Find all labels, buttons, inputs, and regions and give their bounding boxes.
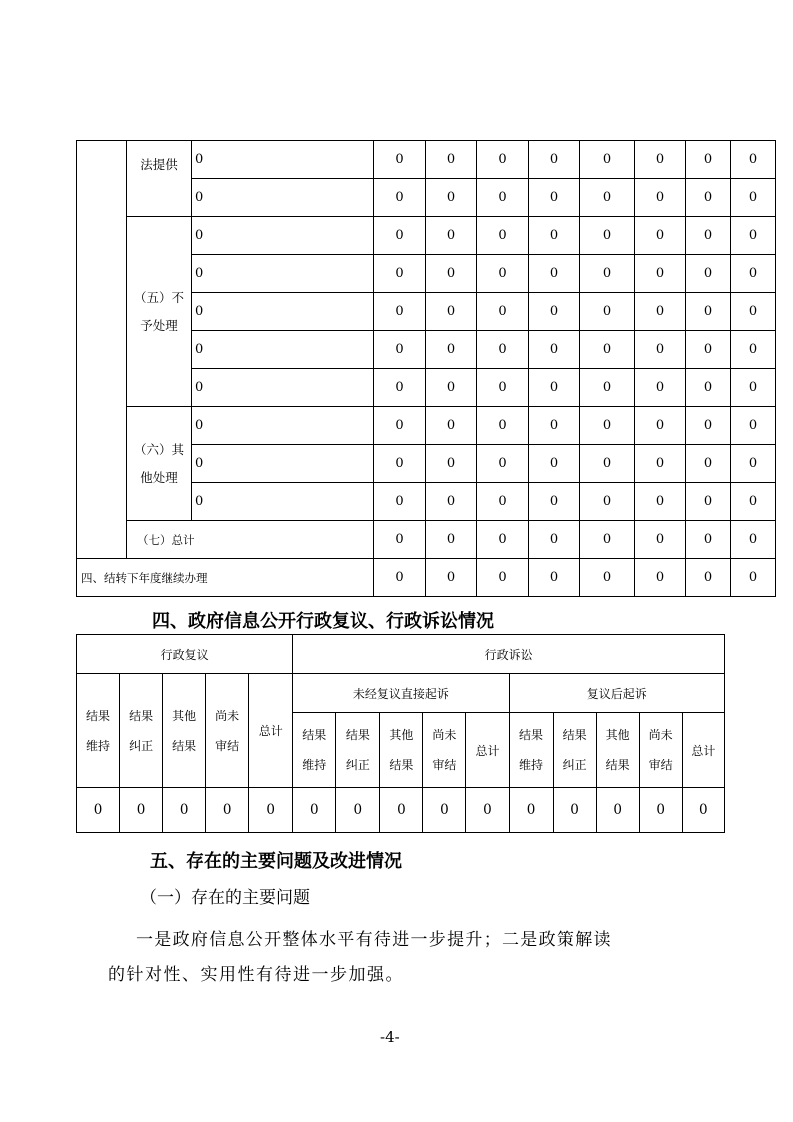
value-cell: 0: [426, 521, 477, 559]
value-cell: 0: [731, 141, 776, 179]
value-cell: 0: [192, 331, 374, 369]
category-qi: （七）总计: [127, 521, 374, 559]
table-row: [77, 407, 776, 445]
category-si: 四、结转下年度继续办理: [77, 559, 374, 597]
value-cell: 0: [596, 788, 639, 833]
review-col-header: [206, 674, 249, 788]
value-cell: 0: [374, 255, 426, 293]
header-line: 其他: [605, 728, 630, 742]
header-line: 维持: [302, 758, 327, 772]
value-cell: 0: [192, 141, 374, 179]
value-cell: 0: [192, 483, 374, 521]
value-cell: 0: [635, 559, 686, 597]
value-cell: 0: [477, 255, 529, 293]
value-cell: 0: [580, 179, 635, 217]
value-cell: 0: [374, 141, 426, 179]
table-row: [77, 217, 776, 255]
value-cell: 0: [374, 445, 426, 483]
paragraph-line-2: 的针对性、实用性有待进一步加强。: [108, 965, 404, 985]
section-heading-five: 五、存在的主要问题及改进情况: [150, 851, 402, 872]
litigation-col-total: 总计: [466, 713, 509, 788]
value-cell: 0: [731, 559, 776, 597]
value-cell: 0: [426, 559, 477, 597]
header-line: 尚未: [648, 728, 673, 742]
value-cell: 0: [477, 483, 529, 521]
value-cell: 0: [477, 407, 529, 445]
value-cell: 0: [529, 179, 580, 217]
header-line: 结果: [389, 758, 414, 772]
header-line: 结果: [302, 728, 327, 742]
value-cell: 0: [686, 293, 731, 331]
header-line: 维持: [519, 758, 544, 772]
value-cell: 0: [580, 255, 635, 293]
value-cell: 0: [580, 293, 635, 331]
value-cell: 0: [466, 788, 509, 833]
header-line: 尚未: [432, 728, 457, 742]
value-cell: 0: [686, 179, 731, 217]
table-header-row: [77, 674, 725, 713]
header-line: 审结: [215, 738, 240, 753]
value-cell: 0: [477, 217, 529, 255]
value-cell: 0: [374, 217, 426, 255]
category-label-line: （六）其: [133, 441, 184, 457]
value-cell: 0: [374, 407, 426, 445]
value-cell: 0: [477, 293, 529, 331]
value-cell: 0: [77, 788, 120, 833]
value-cell: 0: [731, 331, 776, 369]
header-line: 结果: [129, 708, 154, 723]
header-after-review: 复议后起诉: [509, 674, 725, 713]
value-cell: 0: [374, 483, 426, 521]
header-line: 其他: [389, 728, 414, 742]
value-cell: 0: [580, 331, 635, 369]
value-cell: 0: [580, 407, 635, 445]
value-cell: 0: [477, 559, 529, 597]
value-cell: 0: [686, 331, 731, 369]
value-cell: 0: [529, 559, 580, 597]
value-cell: 0: [686, 255, 731, 293]
value-cell: 0: [477, 179, 529, 217]
category-wu: [127, 217, 192, 407]
header-line: 尚未: [215, 708, 240, 723]
value-cell: 0: [635, 521, 686, 559]
value-cell: 0: [336, 788, 380, 833]
value-cell: 0: [374, 293, 426, 331]
disposition-table-continued: [76, 140, 776, 597]
value-cell: 0: [206, 788, 249, 833]
header-line: 结果: [605, 758, 630, 772]
value-cell: 0: [426, 255, 477, 293]
header-line: 结果: [519, 728, 544, 742]
value-cell: 0: [635, 369, 686, 407]
value-cell: 0: [192, 369, 374, 407]
value-cell: 0: [293, 788, 336, 833]
page-number: -4-: [380, 1028, 400, 1046]
header-review: 行政复议: [77, 635, 293, 674]
value-cell: 0: [686, 369, 731, 407]
value-cell: 0: [686, 407, 731, 445]
litigation-col-header: [336, 713, 380, 788]
value-cell: 0: [249, 788, 293, 833]
value-cell: 0: [731, 483, 776, 521]
litigation-col-header: [380, 713, 423, 788]
value-cell: 0: [580, 369, 635, 407]
value-cell: 0: [580, 521, 635, 559]
value-cell: 0: [635, 217, 686, 255]
value-cell: 0: [477, 445, 529, 483]
value-cell: 0: [635, 331, 686, 369]
value-cell: 0: [426, 407, 477, 445]
value-cell: 0: [529, 483, 580, 521]
value-cell: 0: [529, 407, 580, 445]
review-col-header: [120, 674, 163, 788]
value-cell: 0: [635, 141, 686, 179]
value-cell: 0: [639, 788, 682, 833]
value-cell: 0: [509, 788, 553, 833]
header-line: 结果: [86, 708, 111, 723]
value-cell: 0: [731, 521, 776, 559]
value-cell: 0: [374, 369, 426, 407]
header-line: 纠正: [562, 758, 587, 772]
value-cell: 0: [374, 179, 426, 217]
litigation-col-header: [423, 713, 466, 788]
review-col-total: 总计: [249, 674, 293, 788]
litigation-col-header: [509, 713, 553, 788]
review-col-header: [77, 674, 120, 788]
value-cell: 0: [426, 293, 477, 331]
table-row: [77, 788, 725, 833]
section-heading-four: 四、政府信息公开行政复议、行政诉讼情况: [152, 611, 494, 632]
value-cell: 0: [731, 293, 776, 331]
header-litigation: 行政诉讼: [293, 635, 725, 674]
header-line: 纠正: [345, 758, 370, 772]
value-cell: 0: [580, 141, 635, 179]
litigation-col-header: [293, 713, 336, 788]
value-cell: 0: [686, 217, 731, 255]
value-cell: 0: [374, 559, 426, 597]
value-cell: 0: [477, 141, 529, 179]
header-line: 纠正: [129, 738, 154, 753]
value-cell: 0: [635, 179, 686, 217]
value-cell: 0: [529, 521, 580, 559]
value-cell: 0: [374, 331, 426, 369]
value-cell: 0: [529, 445, 580, 483]
header-line: 审结: [432, 758, 457, 772]
value-cell: 0: [580, 559, 635, 597]
value-cell: 0: [423, 788, 466, 833]
value-cell: 0: [426, 179, 477, 217]
value-cell: 0: [580, 483, 635, 521]
litigation-col-header: [596, 713, 639, 788]
table-header-row: [77, 635, 725, 674]
category-label-line: 他处理: [140, 469, 178, 485]
value-cell: 0: [529, 141, 580, 179]
value-cell: 0: [192, 255, 374, 293]
value-cell: 0: [686, 445, 731, 483]
value-cell: 0: [731, 407, 776, 445]
value-cell: 0: [580, 445, 635, 483]
litigation-col-total: 总计: [682, 713, 724, 788]
value-cell: 0: [426, 331, 477, 369]
value-cell: 0: [477, 369, 529, 407]
value-cell: 0: [731, 369, 776, 407]
value-cell: 0: [686, 141, 731, 179]
value-cell: 0: [580, 217, 635, 255]
value-cell: 0: [731, 217, 776, 255]
category-label-line: 予处理: [140, 317, 178, 333]
value-cell: 0: [477, 521, 529, 559]
value-cell: 0: [426, 141, 477, 179]
value-cell: 0: [477, 331, 529, 369]
value-cell: 0: [686, 521, 731, 559]
header-direct: 未经复议直接起诉: [293, 674, 509, 713]
value-cell: 0: [553, 788, 596, 833]
litigation-col-header: [553, 713, 596, 788]
header-line: 审结: [648, 758, 673, 772]
table-row: [77, 559, 776, 597]
review-litigation-table: [76, 634, 725, 833]
value-cell: 0: [529, 331, 580, 369]
value-cell: 0: [686, 559, 731, 597]
header-line: 其他: [172, 708, 197, 723]
review-col-header: [163, 674, 206, 788]
paragraph-line-1: 一是政府信息公开整体水平有待进一步提升；二是政策解读: [136, 930, 612, 950]
value-cell: 0: [192, 445, 374, 483]
header-line: 维持: [86, 738, 111, 753]
value-cell: 0: [192, 407, 374, 445]
value-cell: 0: [380, 788, 423, 833]
value-cell: 0: [686, 483, 731, 521]
value-cell: 0: [163, 788, 206, 833]
value-cell: 0: [635, 483, 686, 521]
header-line: 结果: [562, 728, 587, 742]
value-cell: 0: [426, 369, 477, 407]
value-cell: 0: [120, 788, 163, 833]
value-cell: 0: [635, 407, 686, 445]
category-outer-cell: [77, 141, 127, 559]
value-cell: 0: [635, 293, 686, 331]
value-cell: 0: [529, 217, 580, 255]
value-cell: 0: [529, 369, 580, 407]
table-row: [77, 521, 776, 559]
value-cell: 0: [731, 179, 776, 217]
value-cell: 0: [529, 293, 580, 331]
value-cell: 0: [731, 255, 776, 293]
value-cell: 0: [426, 483, 477, 521]
value-cell: 0: [426, 445, 477, 483]
header-line: 结果: [345, 728, 370, 742]
header-line: 结果: [172, 738, 197, 753]
subsection-heading: （一）存在的主要问题: [140, 888, 310, 908]
value-cell: 0: [192, 179, 374, 217]
value-cell: 0: [682, 788, 724, 833]
category-label-line: （五）不: [133, 289, 184, 305]
table-row: [77, 141, 776, 179]
value-cell: 0: [192, 293, 374, 331]
value-cell: 0: [374, 521, 426, 559]
value-cell: 0: [529, 255, 580, 293]
value-cell: 0: [426, 217, 477, 255]
value-cell: 0: [635, 445, 686, 483]
category-liu: [127, 407, 192, 521]
litigation-col-header: [639, 713, 682, 788]
category-fabaogong: 法提供: [127, 141, 192, 217]
value-cell: 0: [731, 445, 776, 483]
value-cell: 0: [635, 255, 686, 293]
value-cell: 0: [192, 217, 374, 255]
